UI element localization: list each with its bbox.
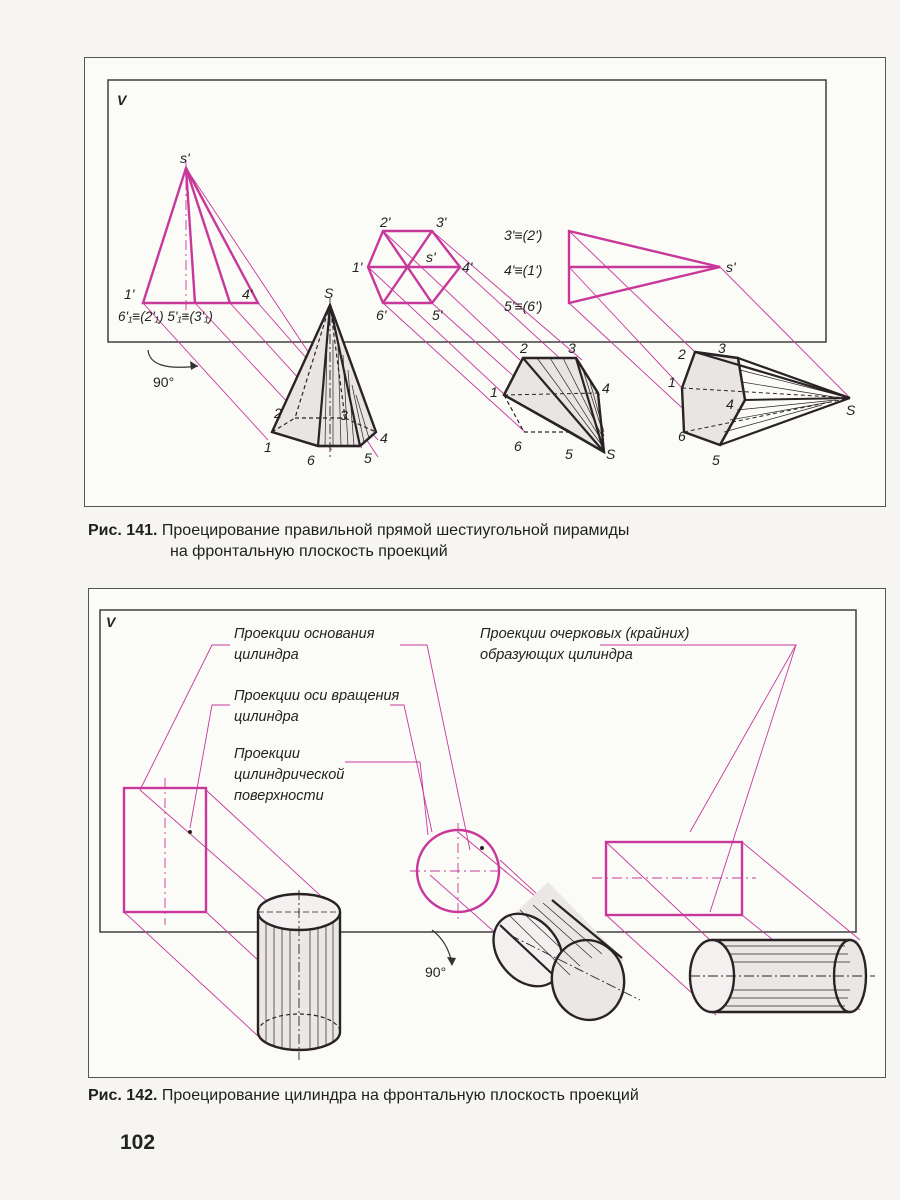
- label-s-prime: s': [180, 150, 190, 166]
- label-pyr1-S: S: [324, 285, 334, 301]
- label-pyr2-6: 6: [514, 438, 522, 454]
- label-1-prime: 1': [124, 286, 135, 302]
- label-eq-5-6: 5'≡(6'): [504, 298, 543, 314]
- label-pyr3-5: 5: [712, 452, 720, 468]
- fig141-plane-label: V: [117, 92, 127, 108]
- fig142-point-1: [188, 830, 192, 834]
- label-pyr3-3: 3: [718, 340, 726, 356]
- label-pyr2-3: 3: [568, 340, 576, 356]
- fig141-pyramid-3d-1: [272, 298, 376, 460]
- label-pyr2-1: 1: [490, 384, 498, 400]
- label-pyr1-3: 3: [340, 407, 348, 423]
- label-pyr2-4: 4: [602, 380, 610, 396]
- fig142-cylinder-3d-tilted: [479, 882, 640, 1026]
- fig141-angle-label: 90°: [153, 374, 175, 390]
- figure-142-caption: [88, 1085, 639, 1106]
- label-hex-5: 5': [432, 307, 443, 323]
- figure-142-caption-text: Проецирование цилиндра на фронтальную плоскость проекций: [161, 1087, 639, 1104]
- fig142-angle-label: 90°: [425, 964, 447, 980]
- label-pyr1-5: 5: [364, 450, 372, 466]
- fig141-hexagon-projection: [368, 231, 460, 303]
- fig142-circle-centerlines: [410, 823, 506, 920]
- label-pyr2-S: S: [606, 446, 616, 462]
- figure-142-caption-prefix: Рис. 142.: [88, 1087, 158, 1104]
- label-pyr3-6: 6: [678, 428, 686, 444]
- fig142-point-2: [480, 846, 484, 850]
- label-hex-2: 2': [380, 214, 391, 230]
- label-eq-3-2: 3'≡(2'): [504, 227, 543, 243]
- callout-base-projection: Проекции основания цилиндра: [234, 626, 375, 663]
- figure-141-caption-prefix: Рис. 141.: [88, 522, 158, 539]
- label-pyr3-2: 2: [678, 346, 686, 362]
- label-hex-1: 1': [352, 259, 363, 275]
- page-number: 102: [120, 1131, 156, 1154]
- fig142-cylinder-3d-horizontal: [690, 940, 875, 1012]
- callout-axis-projection: Проекции оси вращения цилиндра: [234, 688, 400, 725]
- label-pyr3-1: 1: [668, 374, 676, 390]
- label-pyr2-5: 5: [565, 446, 573, 462]
- fig141-projection-rays: [143, 168, 850, 457]
- label-base-equivalence: 6'₁≡(2'₁) 5'₁≡(3'₁): [118, 309, 213, 324]
- fig142-cylinder-side-rect: [606, 842, 742, 915]
- fig142-angle-arrow: [447, 957, 456, 966]
- callout-surface-projection: Проекции цилиндрической поверхности: [234, 746, 345, 804]
- label-hex-6: 6': [376, 307, 387, 323]
- label-pyr1-1: 1: [264, 439, 272, 455]
- label-4-prime: 4': [242, 286, 253, 302]
- fig141-pyramid-projection-1: [143, 168, 258, 303]
- label-pyr3-S: S: [846, 402, 856, 418]
- fig142-cylinder-3d-vertical: [258, 890, 340, 1060]
- callout-outline-generators: Проекции очерковых (крайних) образующих цилиндра: [480, 626, 690, 663]
- figure-141-caption-line2: на фронтальную плоскость проекций: [170, 543, 448, 560]
- fig141-triangle-projection: [569, 231, 720, 303]
- label-s-prime-right: s': [726, 259, 736, 275]
- label-hex-s: s': [426, 249, 436, 265]
- label-pyr1-6: 6: [307, 452, 315, 468]
- label-hex-4: 4': [462, 259, 473, 275]
- label-pyr3-4: 4: [726, 396, 734, 412]
- fig141-pyramid-3d-3: [682, 352, 850, 445]
- fig142-plane-label: V: [106, 614, 116, 630]
- figure-141-caption-line1: Проецирование правильной прямой шестиугольной пирамиды: [161, 522, 630, 539]
- label-pyr1-2: 2: [274, 405, 282, 421]
- figure-141-caption: [88, 520, 629, 562]
- label-hex-3: 3': [436, 214, 447, 230]
- label-eq-4-1: 4'≡(1'): [504, 262, 543, 278]
- label-pyr1-4: 4: [380, 430, 388, 446]
- label-pyr2-2: 2: [520, 340, 528, 356]
